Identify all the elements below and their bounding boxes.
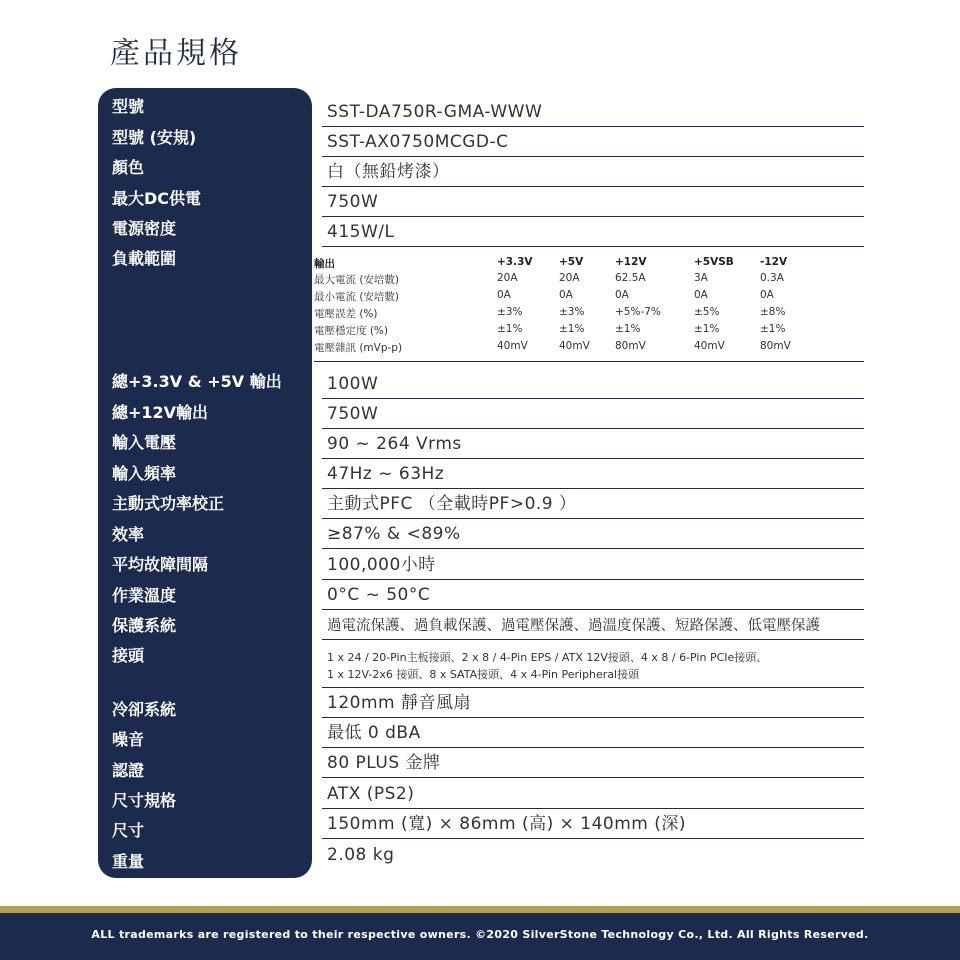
spec-label-efficiency: 效率 <box>112 525 145 544</box>
spec-value-mtbf: 100,000小時 <box>327 555 436 575</box>
spec-value-total-12v: 750W <box>327 404 379 424</box>
output-cell: ±3% <box>497 306 523 318</box>
output-table-row <box>314 306 864 322</box>
output-cell: ±8% <box>760 306 786 318</box>
spec-value-row <box>322 718 864 748</box>
spec-label-operating-temp: 作業溫度 <box>112 586 177 605</box>
output-cell: 40mV <box>497 340 528 352</box>
spec-label-dimensions: 尺寸 <box>112 821 145 840</box>
spec-value-dimensions: 150mm (寬) × 86mm (高) × 140mm (深) <box>327 814 686 834</box>
output-table-row <box>314 323 864 339</box>
output-cell: 40mV <box>694 340 725 352</box>
spec-value-certification: 80 PLUS 金牌 <box>327 753 441 773</box>
spec-label-total-33-5v: 總+3.3V & +5V 輸出 <box>112 372 282 391</box>
spec-value-row <box>322 580 864 610</box>
spec-label-connectors: 接頭 <box>112 646 145 665</box>
spec-label-noise: 噪音 <box>112 730 145 749</box>
spec-value-row <box>322 97 864 127</box>
output-cell: 電壓穩定度 (%) <box>314 325 389 337</box>
spec-value-power-density: 415W/L <box>327 222 395 242</box>
spec-label-weight: 重量 <box>112 852 145 871</box>
spec-value-row <box>322 127 864 157</box>
output-cell: 最大電流 (安培數) <box>314 274 400 286</box>
spec-label-form-factor: 尺寸規格 <box>112 791 177 810</box>
spec-value-row <box>322 399 864 429</box>
spec-value-noise: 最低 0 dBA <box>327 723 421 743</box>
spec-value-row <box>322 369 864 399</box>
output-header-cell: +5V <box>559 256 584 268</box>
spec-value-row <box>322 779 864 809</box>
spec-label-color: 顏色 <box>112 158 145 177</box>
spec-value-row <box>322 217 864 247</box>
output-header-cell: +12V <box>615 256 647 268</box>
spec-value-row <box>322 748 864 778</box>
spec-label-mtbf: 平均故障間隔 <box>112 555 209 574</box>
spec-value-row <box>322 610 864 640</box>
output-cell: ±1% <box>615 323 641 335</box>
spec-value-row <box>322 489 864 519</box>
connectors-block <box>322 640 864 688</box>
spec-label-load-range: 負載範圍 <box>112 249 177 268</box>
output-cell: 電壓誤差 (%) <box>314 308 378 320</box>
spec-value-total-33-5v: 100W <box>327 374 379 394</box>
output-table-row <box>314 289 864 305</box>
output-cell: 62.5A <box>615 272 646 284</box>
output-cell: 最小電流 (安培數) <box>314 291 400 303</box>
output-cell: ±5% <box>694 306 720 318</box>
output-cell: ±1% <box>694 323 720 335</box>
footer-copyright: ALL trademarks are registered to their respective owners. ©2020 SilverStone Technology Co., Ltd. All Rights Reserved. <box>91 928 869 941</box>
spec-value-cooling: 120mm 靜音風扇 <box>327 693 471 713</box>
output-cell: ±3% <box>559 306 585 318</box>
spec-value-protection: 過電流保護、過負載保護、過電壓保護、過溫度保護、短路保護、低電壓保護 <box>327 618 820 634</box>
spec-label-total-12v: 總+12V輸出 <box>112 403 209 422</box>
spec-value-row <box>322 429 864 459</box>
spec-label-certification: 認證 <box>112 761 145 780</box>
output-cell: 0.3A <box>760 272 784 284</box>
spec-label-pfc: 主動式功率校正 <box>112 494 225 513</box>
connectors-line: 1 x 24 / 20-Pin主板接頭、2 x 8 / 4-Pin EPS / ATX 12V接頭、4 x 8 / 6-Pin PCIe接頭、 <box>327 651 768 664</box>
spec-value-max-dc: 750W <box>327 192 379 212</box>
output-cell: ±1% <box>760 323 786 335</box>
spec-value-row <box>322 519 864 549</box>
spec-value-model-safety: SST-AX0750MCGD-C <box>327 132 509 152</box>
spec-value-input-frequency: 47Hz ~ 63Hz <box>327 464 445 484</box>
spec-value-form-factor: ATX (PS2) <box>327 784 415 804</box>
spec-value-row <box>322 157 864 187</box>
spec-value-weight: 2.08 kg <box>327 845 395 865</box>
spec-value-color: 白（無鉛烤漆） <box>327 162 450 182</box>
spec-value-row <box>322 839 864 869</box>
page-title: 產品規格 <box>110 36 242 71</box>
output-cell: 0A <box>497 289 511 301</box>
output-cell: 0A <box>760 289 774 301</box>
spec-label-power-density: 電源密度 <box>112 219 177 238</box>
output-header-cell: -12V <box>760 256 788 268</box>
spec-value-row <box>322 550 864 580</box>
output-cell: 20A <box>497 272 518 284</box>
output-cell: 80mV <box>615 340 646 352</box>
output-header-cell: 輸出 <box>314 258 335 270</box>
spec-label-protection: 保護系統 <box>112 616 177 635</box>
spec-label-max-dc: 最大DC供電 <box>112 189 202 208</box>
spec-label-model-safety: 型號 (安規) <box>112 128 197 147</box>
output-cell: 20A <box>559 272 580 284</box>
spec-value-row <box>322 809 864 839</box>
spec-value-efficiency: ≥87% & <89% <box>327 524 461 544</box>
spec-label-model: 型號 <box>112 97 145 116</box>
output-table-row <box>314 340 864 356</box>
output-cell: 40mV <box>559 340 590 352</box>
spec-value-row <box>322 187 864 217</box>
spec-value-row <box>322 459 864 489</box>
spec-value-row <box>322 688 864 718</box>
spec-value-model: SST-DA750R-GMA-WWW <box>327 102 543 122</box>
connectors-line: 1 x 12V-2x6 接頭、8 x SATA接頭、4 x 4-Pin Peripheral接頭 <box>327 668 640 681</box>
output-cell: 80mV <box>760 340 791 352</box>
output-header-cell: +5VSB <box>694 256 734 268</box>
output-cell: +5%-7% <box>615 306 661 318</box>
spec-value-operating-temp: 0°C ~ 50°C <box>327 585 431 605</box>
output-table-header <box>314 256 864 272</box>
output-cell: 0A <box>615 289 629 301</box>
output-cell: 0A <box>559 289 573 301</box>
output-cell: 0A <box>694 289 708 301</box>
spec-label-input-voltage: 輸入電壓 <box>112 433 177 452</box>
output-cell: 電壓雜訊 (mVp-p) <box>314 342 403 354</box>
output-cell: 3A <box>694 272 708 284</box>
output-cell: ±1% <box>497 323 523 335</box>
spec-value-input-voltage: 90 ~ 264 Vrms <box>327 434 462 454</box>
spec-value-pfc: 主動式PFC （全載時PF>0.9 ） <box>327 494 577 514</box>
spec-label-input-frequency: 輸入頻率 <box>112 464 177 483</box>
output-table <box>314 250 864 362</box>
output-cell: ±1% <box>559 323 585 335</box>
output-table-row <box>314 272 864 288</box>
output-header-cell: +3.3V <box>497 256 533 268</box>
spec-label-cooling: 冷卻系統 <box>112 700 177 719</box>
